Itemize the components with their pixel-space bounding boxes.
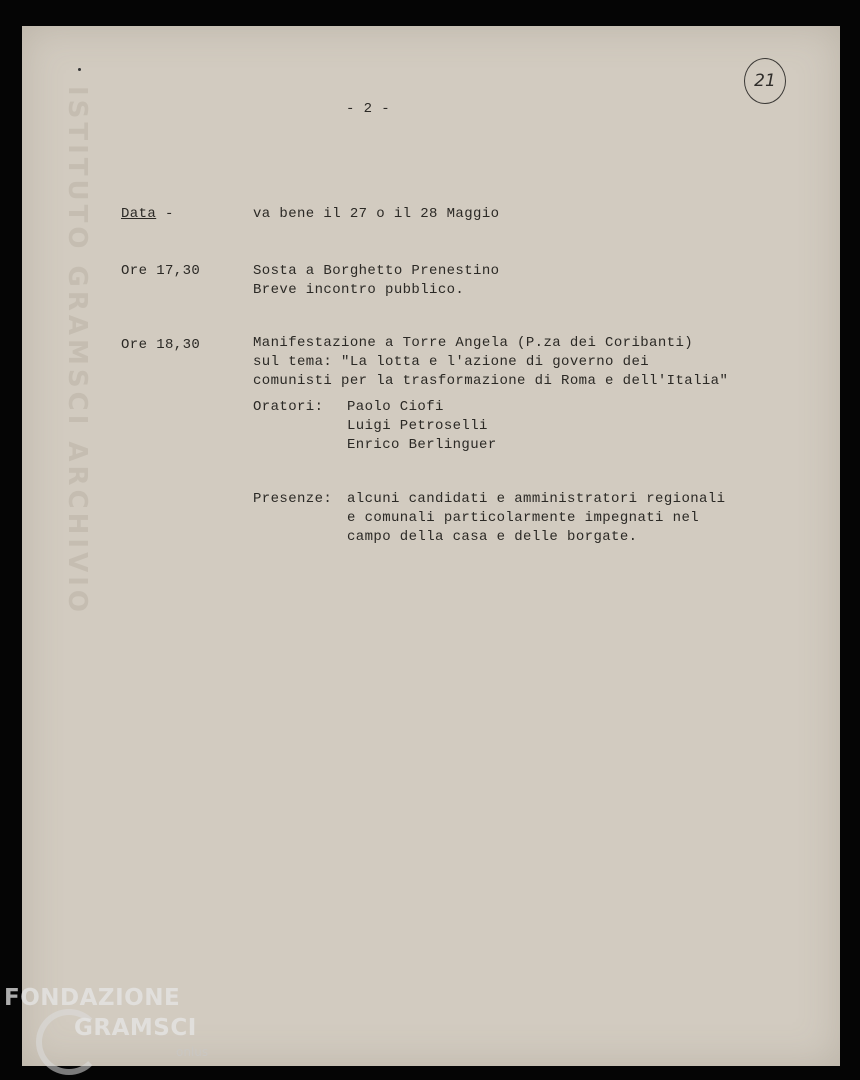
archive-side-stamp: ISTITUTO GRAMSCI ARCHIVIO <box>62 86 92 616</box>
handwritten-page-annotation: 21 <box>744 58 786 104</box>
page-number: - 2 - <box>346 101 391 117</box>
row-text-line: Manifestazione a Torre Angela (P.za dei Coribanti) <box>253 335 694 351</box>
logo-line-3: onlus <box>176 1045 209 1059</box>
row-text-line: comunisti per la trasformazione di Roma e dell'Italia" <box>253 373 729 389</box>
row-text-line: Breve incontro pubblico. <box>253 282 465 298</box>
oratore-name: Luigi Petroselli <box>347 418 488 434</box>
paper-speck <box>78 68 81 71</box>
document-page <box>22 26 840 1066</box>
presenze-label: Presenze: <box>253 491 333 507</box>
row-label-data <box>121 205 174 224</box>
data-label-suffix: - <box>156 206 174 222</box>
presenze-line: campo della casa e delle borgate. <box>347 529 638 545</box>
fondazione-gramsci-watermark-logo <box>4 985 224 1075</box>
data-label: Data <box>121 206 157 222</box>
oratore-name: Enrico Berlinguer <box>347 437 497 453</box>
row-text-line: Sosta a Borghetto Prenestino <box>253 263 500 279</box>
oratori-label: Oratori: <box>253 399 324 415</box>
oratore-name: Paolo Ciofi <box>347 399 444 415</box>
logo-line-2: GRAMSCI <box>74 1015 197 1041</box>
row-text-line: sul tema: "La lotta e l'azione di governo dei <box>253 354 650 370</box>
row-label-time-2: Ore 18,30 <box>121 337 201 353</box>
row-label-time-1: Ore 17,30 <box>121 263 201 279</box>
row-text-data: va bene il 27 o il 28 Maggio <box>253 206 500 222</box>
presenze-line: e comunali particolarmente impegnati nel <box>347 510 700 526</box>
logo-line-1: FONDAZIONE <box>4 985 181 1011</box>
presenze-line: alcuni candidati e amministratori regionali <box>347 491 726 507</box>
